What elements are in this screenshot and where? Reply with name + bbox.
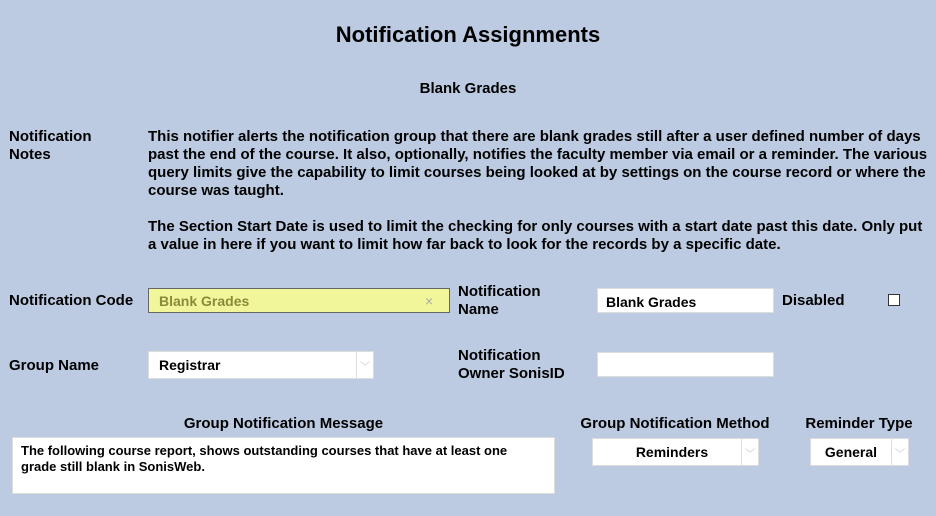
- notes-paragraph-2: The Section Start Date is used to limit the checking for only courses with a start date past this date. Only put a value in here if you want to limit how far back to look for the records by a specific date.: [148, 218, 923, 253]
- method-label: Group Notification Method: [580, 415, 770, 432]
- disabled-label: Disabled: [782, 292, 845, 309]
- message-textarea[interactable]: The following course report, shows outstanding courses that have at least one grade still blank in SonisWeb.: [12, 437, 555, 494]
- notification-code-value: Blank Grades: [159, 292, 250, 309]
- chevron-down-icon: ﹀: [741, 439, 758, 465]
- message-label: Group Notification Message: [183, 415, 384, 432]
- reminder-type-value: General: [824, 444, 878, 460]
- group-name-select[interactable]: [148, 351, 374, 379]
- chevron-down-icon: ﹀: [891, 439, 908, 465]
- notification-code-select[interactable]: [148, 288, 450, 313]
- owner-label: Notification Owner SonisID: [458, 347, 565, 382]
- page-title: Notification Assignments: [335, 22, 601, 47]
- clear-icon[interactable]: ×: [425, 292, 434, 309]
- notification-code-label: Notification Code: [9, 292, 134, 309]
- reminder-type-label: Reminder Type: [805, 415, 913, 432]
- disabled-checkbox[interactable]: [888, 294, 900, 306]
- method-select[interactable]: [592, 438, 759, 466]
- group-name-label: Group Name: [9, 357, 100, 374]
- chevron-down-icon: ﹀: [356, 352, 373, 378]
- page-subtitle: Blank Grades: [419, 80, 517, 97]
- reminder-type-select[interactable]: [810, 438, 909, 466]
- notes-paragraph-1: This notifier alerts the notification group that there are blank grades still after a user defined number of days past the end of the course. It also, optionally, notifies the faculty member via email or a reminder. The various query limits give the capability to limit courses being looked at by settings on the course record or where the course was taught.: [148, 128, 928, 199]
- notification-name-label: Notification Name: [458, 283, 541, 318]
- group-name-value: Registrar: [159, 357, 221, 373]
- owner-sonisid-input[interactable]: [597, 352, 774, 377]
- notes-text: [148, 128, 933, 272]
- notification-name-input[interactable]: Blank Grades: [597, 288, 774, 313]
- method-value: Reminders: [635, 444, 709, 460]
- notes-label: Notification Notes: [9, 128, 92, 163]
